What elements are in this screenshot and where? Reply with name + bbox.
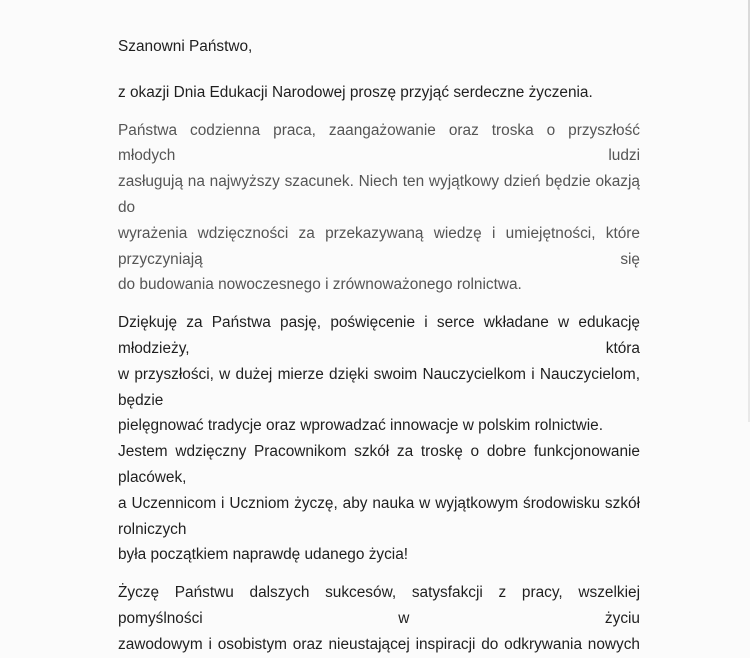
spacer <box>118 60 640 80</box>
spacer <box>118 106 640 118</box>
spacer <box>118 568 640 580</box>
paragraph-3-line-2: a Uczennicom i Uczniom życzę, aby nauka w wyjątkowym środowisku szkół rolniczych <box>118 494 640 538</box>
paragraph-1-line-2: zasługują na najwyższy szacunek. Niech ten wyjątkowy dzień będzie okazją do <box>118 173 640 216</box>
letter-salutation: Szanowni Państwo, <box>118 38 253 55</box>
letter-paragraph-2 <box>118 310 640 439</box>
letter-paragraph-3 <box>118 439 640 568</box>
letter-paragraph-1 <box>118 118 640 299</box>
paragraph-2-line-2: w przyszłości, w dużej mierze dzięki swoim Nauczycielkom i Nauczycielom, będzie <box>118 365 640 409</box>
paragraph-3-line-1: Jestem wdzięczny Pracownikom szkół za troskę o dobre funkcjonowanie placówek, <box>118 443 640 486</box>
paragraph-1-line-4: do budowania nowoczesnego i zrównoważonego rolnictwa. <box>118 276 522 294</box>
paragraph-3-line-3: była początkiem naprawdę udanego życia! <box>118 546 409 564</box>
paragraph-4-line-2: zawodowym i osobistym oraz nieustającej inspiracji do odkrywania nowych <box>118 635 640 653</box>
spacer <box>118 298 640 310</box>
paragraph-4-line-1: Życzę Państwu dalszych sukcesów, satysfakcji z pracy, wszelkiej pomyślności w życiu <box>118 584 640 627</box>
paragraph-2-line-3: pielęgnować tradycje oraz wprowadzać innowacje w polskim rolnictwie. <box>118 417 604 435</box>
paragraph-1-line-1: Państwa codzienna praca, zaangażowanie oraz troska o przyszłość młodych ludzi <box>118 121 640 165</box>
paragraph-1-line-3: wyrażenia wdzięczności za przekazywaną wiedzę i umiejętności, które przyczyniają się <box>118 224 640 268</box>
paragraph-2-line-1: Dziękuję za Państwa pasję, poświęcenie i serce wkładane w edukację młodzieży, która <box>118 314 640 357</box>
letter-intro: z okazji Dnia Edukacji Narodowej proszę przyjąć serdeczne życzenia. <box>118 83 593 101</box>
letter-body <box>118 34 640 658</box>
letter-paragraph-4 <box>118 580 640 657</box>
